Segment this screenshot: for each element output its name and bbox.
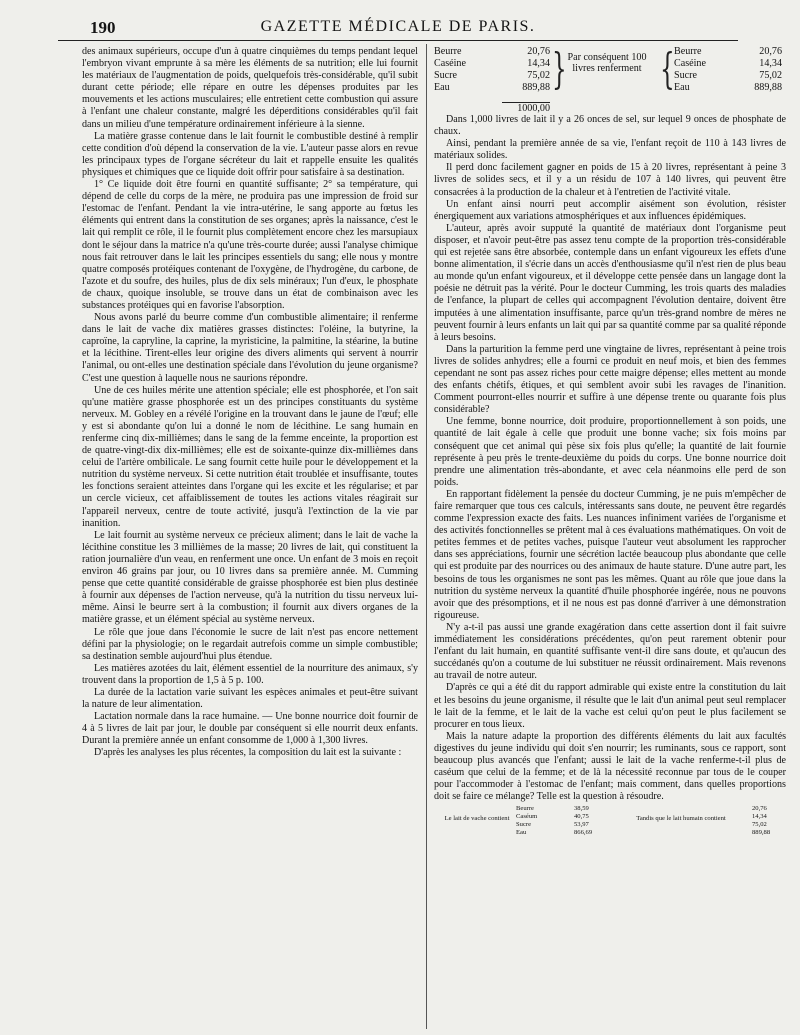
paragraph: La durée de la lactation varie suivant les espèces animales et peut-être suivant la nature de leur alimentation. (82, 686, 418, 711)
paragraph: des animaux supérieurs, occupe d'un à quatre cinquièmes du temps pendant lequel l'embryon vivant emprunte à sa mère les éléments de sa nutrition; elle lui fournit les matériaux de l'augmentation de poids, quelquefois très-considérable, qu'il subit durant cette période; elle répare en outre les dépenses produites par les mouvements et les actions musculaires; elle entretient cette combustion qui assure à l'enfant une chaleur constante, malgré les déperditions considérables qu'il fait dans un milieu d'une température ordinairement inférieure à la sienne. (82, 46, 418, 130)
paragraph: Lactation normale dans la race humaine. — Une bonne nourrice doit fournir de 4 à 5 livres de lait par jour, le double par conséquent si elle nourrit deux enfants. Durant la première année un enfant consomme de 1,000 à 1,300 livres. (82, 711, 418, 747)
table-label: Eau (516, 829, 527, 837)
comp-label: Beurre (674, 46, 702, 57)
journal-title: GAZETTE MÉDICALE DE PARIS. (260, 18, 536, 35)
page-number: 190 (90, 18, 116, 37)
comp-label: Sucre (434, 70, 457, 81)
paragraph: En rapportant fidèlement la pensée du docteur Cumming, je ne puis m'empêcher de faire remarquer que tous ces calculs, intéressants sans doute, ne peuvent être regardés comme l'expression exacte des faits. Les nuances infiniment variées de l'organisme et des activités fonctionnelles se prêtent mal à ces évaluations mathématiques. On voit de petites femmes et de petites vaches, puisque l'auteur veut absolument les rapprocher dans ses appréciations, fournir une sécrétion lactée beaucoup plus abondante que celle qui est produite par des nourrices ou des animaux de haute stature. D'une autre part, les besoins de tous les organismes ne sont pas les mêmes. Quant au rôle que joue dans la nutrition du système nerveux la quantité d'huile phosphorée ingérée, nous ne pouvons avoir que des présomptions, et il ne nous est pas donné d'arriver à une démonstration rigoureuse. (434, 488, 786, 621)
brace-left: } (552, 44, 567, 93)
paragraph: N'y a-t-il pas aussi une grande exagération dans cette assertion dont il fait suivre immédiatement les considérations précédentes, qu'on peut rarement obtenir pour l'enfant du lait humain, en quantité suffisante vent-il dire sans doute, et qu'aucun des succédanés qu'on a coutume de lui substituer ne réussit ordinairement. Mais revenons au travail de notre auteur. (434, 621, 786, 682)
comp-value: 20,76 (759, 46, 782, 57)
paragraph: D'après les analyses les plus récentes, la composition du lait est la suivante : (94, 747, 402, 759)
right-column (434, 46, 786, 847)
comp-total: 1000,00 (502, 102, 550, 115)
composition-table (434, 46, 786, 114)
paragraph: La matière grasse contenue dans le lait fournit le combustible destiné à remplir cette condition d'où dépend la conservation de la vie. L'auteur passe alors en revue les principaux types de l'organe sécréteur du lait et rappelle ensuite les qualités physiques et chimiques que ce liquide doit offrir pour satisfaire à sa destination. (82, 130, 418, 178)
paragraph: Il perd donc facilement gagner en poids de 15 à 20 livres, représentant à peine 3 livres de solides secs, et il y a un résidu de 107 à 140 livres, qui peuvent être consacrées à la production de la chaleur et à l'entretien de l'activité vitale. (434, 162, 786, 198)
paragraph: Une femme, bonne nourrice, doit produire, proportionnellement à son poids, une quantité de lait égale à celle que produit une bonne vache; six fois moins par conséquent que cet animal qui pèse six fois plus qu'elle; la quantité de lait fournie représente à peu près le trente-deuxième du poids du corps. Une bonne nourrice doit prendre une alimentation très-abondante, et avec cela néanmoins elle perd de son poids. (434, 416, 786, 488)
comp-label: Sucre (674, 70, 697, 81)
brace-right: { (660, 44, 675, 93)
paragraph: Nous avons parlé du beurre comme d'un combustible alimentaire; il renferme dans le lait de vache dix matières grasses distinctes: l'oléine, la butyrine, la caproïne, la capryline, la caprine, la myristicine, la palmitine, la stéarine, la butine et la lécithine. Tirent-elles leur origine des divers aliments qui servent à nourrir l'animal, ou ont-elles une destination spéciale dans l'évolution du jeune organisme? C'est une question à laquelle nous ne saurions répondre. (82, 312, 418, 384)
human-milk-label: Tandis que le lait humain contient (636, 815, 726, 823)
cow-milk-label: Le lait de vache contient (444, 815, 510, 823)
comp-value: 14,34 (759, 58, 782, 69)
comp-label: Eau (434, 82, 450, 93)
milk-comparison-table (434, 805, 786, 847)
comp-value: 14,34 (527, 58, 550, 69)
comp-label: Eau (674, 82, 690, 93)
table-value: 866,69 (574, 829, 593, 837)
paragraph: Dans 1,000 livres de lait il y a 26 onces de sel, sur lequel 9 onces de phosphate de chaux. (434, 114, 786, 138)
column-divider (426, 44, 427, 1029)
left-column (82, 46, 418, 760)
paragraph: 1° Ce liquide doit être fourni en quantité suffisante; 2° sa température, qui dépend de celle du corps de la mère, ne produira pas une impression de froid sur l'estomac de l'enfant. Pendant la vie intra-utérine, le sang apporte au fœtus les éléments qui entrent dans la constitution de ses organes; après la naissance, c'est le lait qui remplit ce rôle, il le fournit plus complètement encore chez les marsupiaux dont le séjour dans la matrice n'a qu'une très-courte durée; aussi l'analyse chimique nous fait retrouver dans le lait les principes essentiels du sang; elle nous y montre quatre composés protéiques contenant de l'oxygène, de l'hydrogène, du carbone, de l'azote et du soufre, des huiles, plus de dix sels minéraux; l'un d'eux, le phosphate de chaux, quoique insoluble, se trouve dans un état de combinaison avec les substances protéiques qui en favorise l'absorption. (82, 179, 418, 311)
comp-value: 75,02 (759, 70, 782, 81)
table-label: Sucre (516, 821, 532, 829)
paragraph: Une de ces huiles mérite une attention spéciale; elle est phosphorée, et l'on sait qu'une matière grasse phosphorée est un des principes constituants du système nerveux. M. Gobley en a révélé l'origine en la trouvant dans le jaune de l'œuf; elle y est si abondante qu'on lui a donné le nom de lécithine. Le sang humain en renferme cinq dix-millièmes; dans le sang de la femme enceinte, la proportion est de quatre-vingt-dix dix-millièmes; elle est de soixante-quinze dix-millièmes dans celui de l'artère ombilicale. Le sang fournit cette huile pour le développement et la nutrition du système nerveux. Si cette nutrition était troublée et insuffisante, toutes les fonctions seraient atteintes dans l'organe qui les excite et les régularise; et par un cercle vicieux, cet affaiblissement de toutes les actions vitales réagirait sur l'appareil nerveux, centre de toute activité, jusqu'à l'extinction de la vie par inanition. (82, 384, 418, 529)
table-value: 14,34 (752, 813, 767, 821)
paragraph: Les matières azotées du lait, élément essentiel de la nourriture des animaux, s'y trouvent dans la proportion de 1,5 à 5 p. 100. (82, 662, 418, 686)
comp-middle-text: Par conséquent 100 livres renferment (567, 52, 647, 74)
table-value: 889,88 (752, 829, 771, 837)
comp-value: 889,88 (754, 82, 782, 93)
paragraph: L'auteur, après avoir supputé la quantité de matériaux dont l'organisme peut disposer, et n'avoir peut-être pas assez tenu compte de la proportion très-considérable qui est rejetée sans être absorbée, contemple dans un enfant vigoureux les effets d'une bonne alimentation, il s'écrie dans un accès d'enthousiasme qu'il n'est rien de plus beau au monde qu'un enfant vigoureux, et il développe cette pensée dans un langage dont la poésie ne détruit pas la vérité. Pour le docteur Cumming, les trois quarts des maladies de l'enfance, la plupart de celles qui accompagnent l'évolution dentaire, doivent être imputées à une alimentation insuffisante, parce qu'un très-grand nombre de mères ne peuvent fournir à leurs enfants un lait qui par sa quantité comme par sa qualité réponde à leurs besoins. (434, 222, 786, 343)
comp-label: Caséine (674, 58, 706, 69)
comp-value: 75,02 (527, 70, 550, 81)
paragraph: Le rôle que joue dans l'économie le sucre de lait n'est pas encore nettement défini par la physiologie; on le regardait autrefois comme un simple combustible; sa destination semble aujourd'hui plus étendue. (82, 626, 418, 662)
paragraph: Un enfant ainsi nourri peut accomplir aisément son évolution, résister énergiquement aux variations atmosphériques et aux influences épidémiques. (434, 198, 786, 222)
table-value: 38,59 (574, 805, 589, 813)
paragraph: D'après ce qui a été dit du rapport admirable qui existe entre la constitution du lait et les besoins du jeune organisme, il résulte que le lait d'un animal peut seul remplacer le lait de la femme, et le lait de la vache est celui qu'on peut le plus facilement se procurer en tous lieux. (434, 682, 786, 730)
paragraph: Le lait fournit au système nerveux ce précieux aliment; dans le lait de vache la lécithine constitue les 3 millièmes de la masse; 20 livres de lait, qui constituent la ration journalière d'un veau, en renferment une once. Un enfant de 3 mois en reçoit environ 46 grains par jour, ou 10 livres dans sa première année. M. Cumming pense que cette quantité considérable de graisse phosphorée est bien plus destinée à fournir aux dépenses de l'action nerveuse, qu'à la nutrition du tissu nerveux lui-même. Ainsi le beurre sert à la combustion; il fournit aux divers organes de la matière grasse, et un élément spécial au système nerveux. (82, 529, 418, 626)
comp-label: Caséine (434, 58, 466, 69)
table-value: 20,76 (752, 805, 767, 813)
paragraph: Mais la nature adapte la proportion des différents éléments du lait aux facultés digestives du jeune individu qui doit s'en nourrir; les ruminants, sous ce rapport, sont beaucoup plus avancés que l'enfant; aussi le lait de la vache renferme-t-il plus de caséum que celui de la femme; et de là la nécessité reconnue par tous de le couper pour l'accommoder à l'estomac de l'enfant; mais comment, dans quelles proportions doit se faire ce mélange? Telle est la question à résoudre. (434, 730, 786, 803)
table-value: 40,75 (574, 813, 589, 821)
comp-value: 889,88 (522, 82, 550, 93)
paragraph: Dans la parturition la femme perd une vingtaine de livres, représentant à peine trois livres de solides anhydres; elle a fourni ce produit en neuf mois, et bien des femmes cependant ne sont pas assez riches pour cette maigre dépense; elles mettent au monde des enfants chétifs, étiques, et qui semblent avoir subi les ravages de l'inanition. Comment pourront-elles nourrir et suffire à une dépense trente ou quarante fois plus considérable? (434, 343, 786, 416)
table-label: Caséum (516, 813, 538, 821)
table-value: 75,02 (752, 821, 767, 829)
page-header (58, 14, 738, 41)
comp-label: Beurre (434, 46, 462, 57)
table-label: Beurre (516, 805, 534, 813)
comp-value: 20,76 (527, 46, 550, 57)
paragraph: Ainsi, pendant la première année de sa vie, l'enfant reçoit de 110 à 143 livres de matériaux solides. (434, 138, 786, 162)
table-value: 53,97 (574, 821, 589, 829)
